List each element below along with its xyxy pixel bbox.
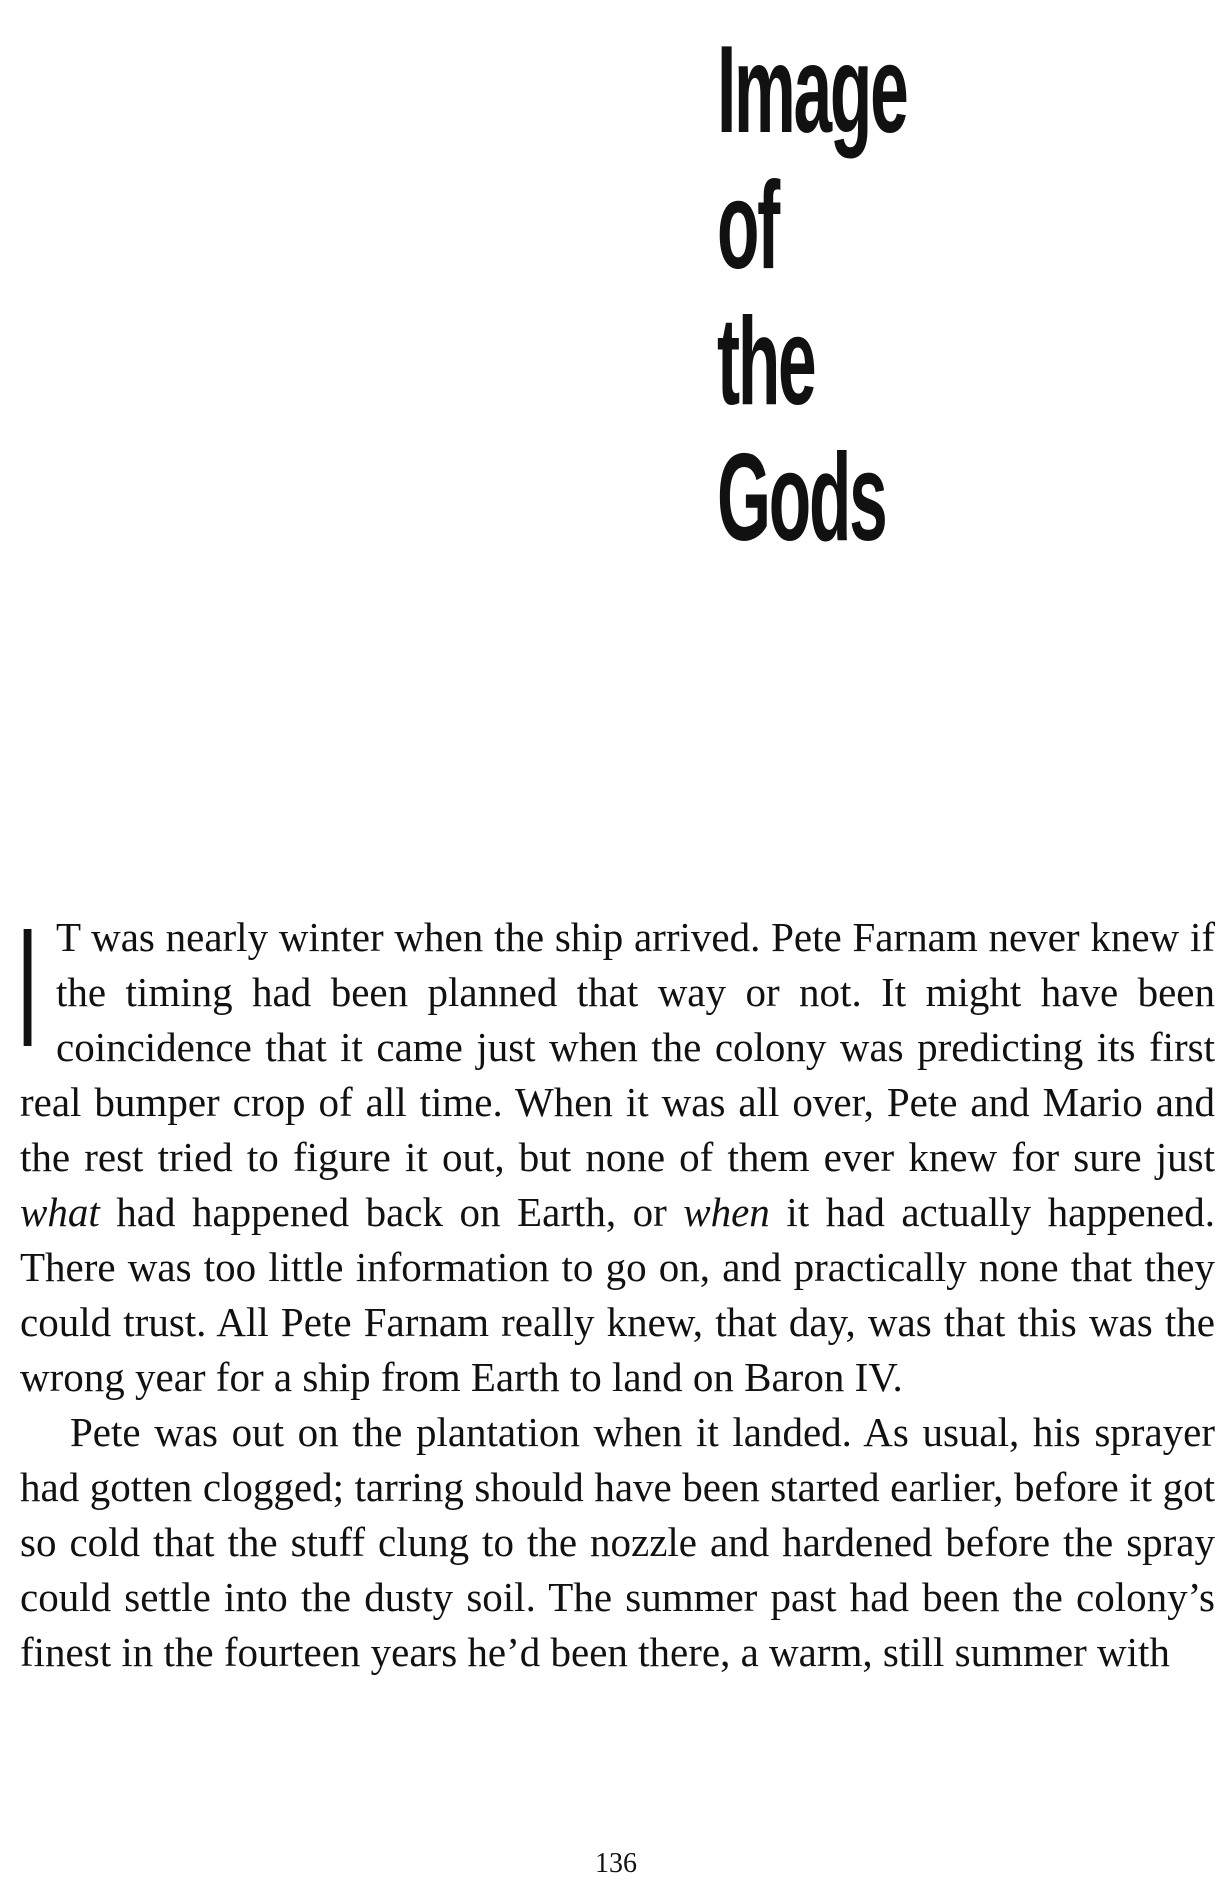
emphasis-when: when <box>683 1189 770 1235</box>
drop-cap: I <box>20 893 36 1083</box>
paragraph-1-middle: had happened back on Earth, or <box>99 1189 684 1235</box>
story-body <box>20 893 1215 1680</box>
paragraph-1-opening: T was nearly winter when the ship arrived. Pete Farnam never knew if the timing had been planned that way or not. It might have been coincidence that it came just when the colony was predicting its first real bumper crop of all time. When it was all over, Pete and Mario and the rest tried to figure it out, but none of them ever knew for sure just <box>20 914 1215 1180</box>
story-title <box>717 22 1055 566</box>
title-line-gods: Gods <box>717 429 886 567</box>
paragraph-1-end: it had actually happened. There was too little information to go on, and practically none that they could trust. All Pete Farnam really knew, that day, was that this was the wrong year for a ship from Earth to land on Baron IV. <box>20 1189 1215 1400</box>
page-number: 136 <box>595 1848 637 1879</box>
emphasis-what: what <box>20 1189 100 1235</box>
title-line-the: the <box>717 293 815 431</box>
paragraph-2: Pete was out on the plantation when it landed. As usual, his sprayer had gotten clogged; tarring should have been started earlier, before it got so cold that the stuff clung to the nozzle and hardened before the spray could settle into the dusty soil. The summer past had been the colony’s finest in the fourteen years he’d been there, a warm, still summer with <box>20 1409 1215 1675</box>
title-line-image: Image <box>717 21 907 159</box>
title-line-of: of <box>717 157 779 295</box>
paragraph-1 <box>20 893 1215 1405</box>
